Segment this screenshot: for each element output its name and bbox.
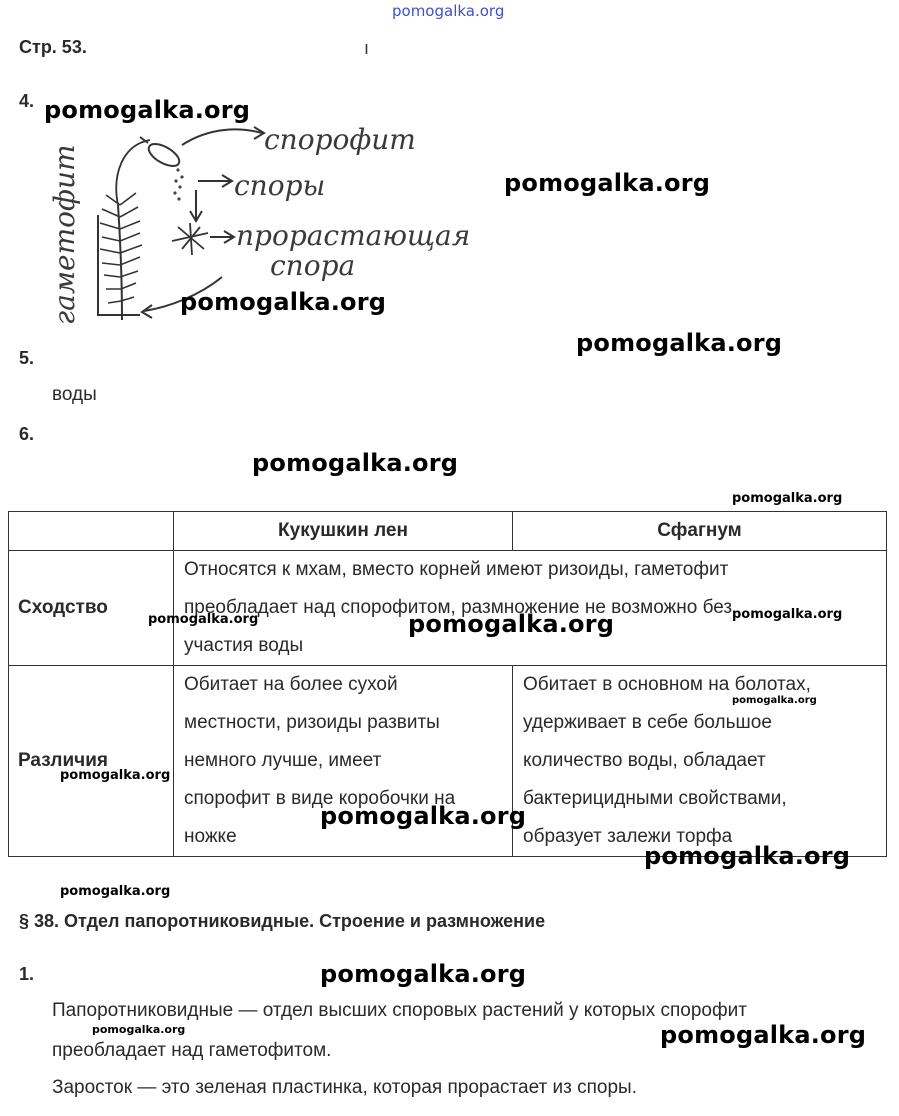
table-header-sphagnum: Сфагнум — [513, 512, 887, 551]
diff-line: немного лучше, имеет — [184, 750, 382, 771]
watermark-small: pomogalka.org — [60, 884, 171, 899]
diff-line: образует залежи торфа — [523, 826, 733, 847]
watermark: pomogalka.org — [320, 960, 527, 988]
differences-sphagnum-cell — [513, 666, 887, 857]
similarity-line: Относятся к мхам, вместо корней имеют ризоиды, гаметофит — [184, 559, 729, 580]
definition-line-2: преобладает над гаметофитом. — [52, 1040, 332, 1061]
diff-line: бактерицидными свойствами, — [523, 788, 787, 809]
row-label-similarity: Сходство — [9, 551, 174, 666]
label-gametophyte: гаметофит — [48, 144, 81, 325]
watermark-small: pomogalka.org — [148, 612, 259, 627]
top-watermark[interactable]: pomogalka.org — [392, 2, 505, 20]
section-38-task-1-number: 1. — [19, 964, 35, 984]
germinating-spore — [172, 223, 208, 255]
page-header: Стр. 53. — [19, 37, 87, 57]
similarity-line: участия воды — [184, 635, 304, 656]
spore-capsule — [145, 140, 182, 171]
watermark: pomogalka.org — [408, 610, 615, 638]
watermark-small: pomogalka.org — [732, 491, 843, 506]
stray-mark: ı — [364, 38, 370, 58]
table-header-kukushkin: Кукушкин лен — [174, 512, 513, 551]
watermark: pomogalka.org — [180, 288, 387, 316]
diff-line: местности, ризоиды развиты — [184, 712, 440, 733]
label-germinating-1: прорастающая — [236, 219, 471, 252]
watermark: pomogalka.org — [644, 842, 851, 870]
watermark-small: pomogalka.org — [732, 607, 843, 622]
watermark: pomogalka.org — [660, 1021, 867, 1049]
table-header-row — [9, 512, 887, 551]
falling-spores — [173, 168, 183, 200]
section-38-title: § 38. Отдел папоротниковидные. Строение и размножение — [19, 911, 546, 931]
diff-line: удерживает в себе большое — [523, 712, 772, 733]
label-spores: споры — [234, 169, 326, 202]
task-4-number: 4. — [19, 91, 35, 111]
label-germinating-2: спора — [270, 249, 356, 282]
watermark: pomogalka.org — [44, 96, 251, 124]
definition-line-1: Папоротниковидные — отдел высших споровых растений у которых спорофит — [52, 1000, 747, 1021]
watermark-small: pomogalka.org — [732, 695, 817, 706]
task-6-number: 6. — [19, 424, 35, 444]
watermark: pomogalka.org — [576, 329, 783, 357]
task-5-answer: воды — [52, 384, 97, 405]
row-label-differences: Различия — [9, 666, 174, 857]
table-header-empty — [9, 512, 174, 551]
watermark: pomogalka.org — [252, 449, 459, 477]
label-sporophyte: спорофит — [264, 123, 416, 156]
diff-line: ножке — [184, 826, 237, 847]
diff-line: Обитает в основном на болотах, — [523, 674, 811, 695]
diff-line: спорофит в виде коробочки на — [184, 788, 456, 809]
watermark: pomogalka.org — [504, 169, 711, 197]
task-5-number: 5. — [19, 348, 35, 368]
definition-zarostok: Заросток — это зеленая пластинка, которая прорастает из споры. — [52, 1077, 637, 1098]
watermark: pomogalka.org — [320, 802, 527, 830]
diff-line: количество воды, обладает — [523, 750, 766, 771]
moss-stem — [118, 205, 122, 320]
watermark-small: pomogalka.org — [92, 1023, 186, 1036]
watermark-small: pomogalka.org — [60, 768, 171, 783]
similarity-line: преобладает над спорофитом, размножение не возможно без — [184, 597, 733, 618]
diff-line: Обитает на более сухой — [184, 674, 398, 695]
arrow-sporophyte — [182, 129, 262, 145]
